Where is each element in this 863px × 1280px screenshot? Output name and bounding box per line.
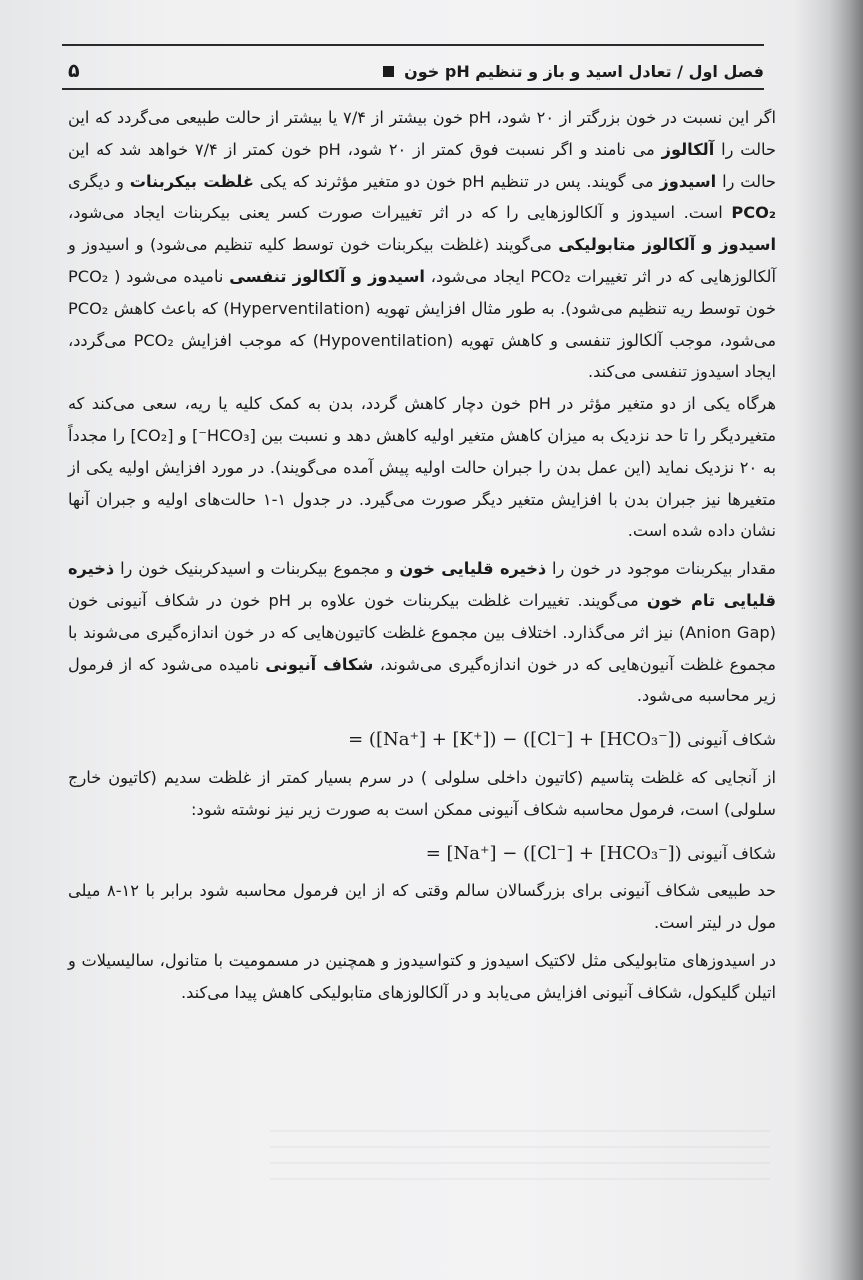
page-edge-shadow — [829, 0, 863, 1280]
header-rule — [62, 88, 764, 90]
paragraph-compensation: هرگاه یکی از دو متغیر مؤثر در pH خون دچار کاهش گردد، بدن به کمک کلیه یا ریه، سعی می‌کند که متغیردیگر را تا حد نزدیک به میزان کاهش متغیر اولیه کاهش دهد و نسبت بین [HCO₃⁻] و [CO₂] را مجدداً به ۲۰ نزدیک نماید (این عمل بدن را جبران حالت اولیه پیش آمده می‌گویند). در مورد افزایش اولیه یکی از متغیرها نیز جبران بدن با افزایش متغیر دیگر صورت می‌گیرد. در جدول ۱-۱ حالت‌های اولیه و جبران آنها نشان داده شده است. — [68, 394, 777, 541]
term-total-alkaline-reserve: ذخیره قلیایی تام خون — [68, 559, 776, 610]
square-bullet-icon — [383, 66, 394, 77]
header-title-group — [383, 62, 764, 81]
formula-anion-gap-short: شکاف آنیونی = [Na⁺] − ([Cl⁻] + [HCO₃⁻]) — [425, 842, 776, 864]
term-bicarbonate: غلظت بیکربنات — [129, 171, 254, 191]
term-pco2: PCO₂ — [731, 203, 776, 223]
page-body — [68, 102, 776, 1009]
term-alkaline-reserve: ذخیره قلیایی خون — [399, 559, 547, 579]
term-metabolic: اسیدوز و آلکالوز متابولیکی — [558, 235, 776, 255]
running-header — [62, 56, 764, 86]
page-number: ۵ — [68, 60, 80, 82]
paragraph-potassium: از آنجایی که غلظت پتاسیم (کاتیون داخلی سلولی ) در سرم بسیار کمتر از غلظت سدیم (کاتیون خارج سلولی) است، فرمول محاسبه شکاف آنیونی ممکن است به صورت زیر نیز نوشته شود: — [68, 767, 776, 819]
formula-anion-gap-full: شکاف آنیونی = ([Na⁺] + [K⁺]) − ([Cl⁻] + [HCO₃⁻]) — [348, 729, 776, 751]
bleed-through-texture — [270, 1120, 770, 1180]
paragraph-acid-base: اگر این نسبت در خون بزرگتر از ۲۰ شود، pH خون بیشتر از ۷/۴ یا بیشتر از حالت طبیعی می‌گردد که این حالت را آلکالوز می نامند و اگر نسبت فوق کمتر از ۲۰ شود، pH خون کمتر از ۷/۴ خواهد شد که این حالت را اسیدوز می گویند. پس در تنظیم pH خون دو متغیر مؤثرند که یکی غلظت بیکربنات و دیگری PCO₂ است. اسیدوز و آلکالوزهایی را که در اثر تغییرات صورت کسر یعنی بیکربنات ایجاد می‌شود، اسیدوز و آلکالوز متابولیکی می‌گویند (غلظت بیکربنات خون توسط کلیه تنظیم می‌شود) و اسیدوز و آلکالوزهایی که در اثر تغییرات PCO₂ ایجاد می‌شود، اسیدوز و آلکالوز تنفسی نامیده می‌شود ( PCO₂ خون توسط ریه تنظیم می‌شود). به طور مثال افزایش تهویه (Hyperventilation) که باعث کاهش PCO₂ می‌شود، موجب آلکالوز تنفسی و کاهش تهویه (Hypoventilation) که موجب افزایش PCO₂ می‌گردد، ایجاد اسیدوز تنفسی می‌کند. — [68, 108, 777, 382]
paragraph-normal-range: حد طبیعی شکاف آنیونی برای بزرگسالان سالم وقتی که از این فرمول محاسبه شود برابر با ۱۲-۸ میلی مول در لیتر است. — [68, 881, 776, 933]
paragraph-clinical: در اسیدوزهای متابولیکی مثل لاکتیک اسیدوز و کتواسیدوز و همچنین در مسمومیت با متانول، سالیسیلات و اتیلن گلیکول، شکاف آنیونی افزایش می‌یابد و در آلکالوزهای متابولیکی کاهش پیدا می‌کند. — [68, 950, 776, 1002]
term-respiratory: اسیدوز و آلکالوز تنفسی — [229, 266, 425, 286]
paragraph-anion-gap: مقدار بیکربنات موجود در خون را ذخیره قلیایی خون و مجموع بیکربنات و اسیدکربنیک خون را ذخیره قلیایی تام خون می‌گویند. تغییرات غلظت بیکربنات خون علاوه بر pH خون در شکاف آنیونی خون (Anion Gap) نیز اثر می‌گذارد. اختلاف بین مجموع غلظت کاتیون‌هایی که در خون اندازه‌گیری می‌شوند با مجموع غلظت آنیون‌هایی که در خون اندازه‌گیری می‌شوند، شکاف آنیونی نامیده می‌شود که از فرمول زیر محاسبه می‌شود. — [68, 559, 776, 706]
term-acidosis: اسیدوز — [659, 171, 717, 191]
term-alkalosis: آلکالوز — [661, 139, 715, 159]
term-anion-gap: شکاف آنیونی — [265, 654, 374, 674]
chapter-title: فصل اول / تعادل اسید و باز و تنظیم pH خون — [404, 61, 764, 81]
top-rule — [62, 44, 764, 46]
